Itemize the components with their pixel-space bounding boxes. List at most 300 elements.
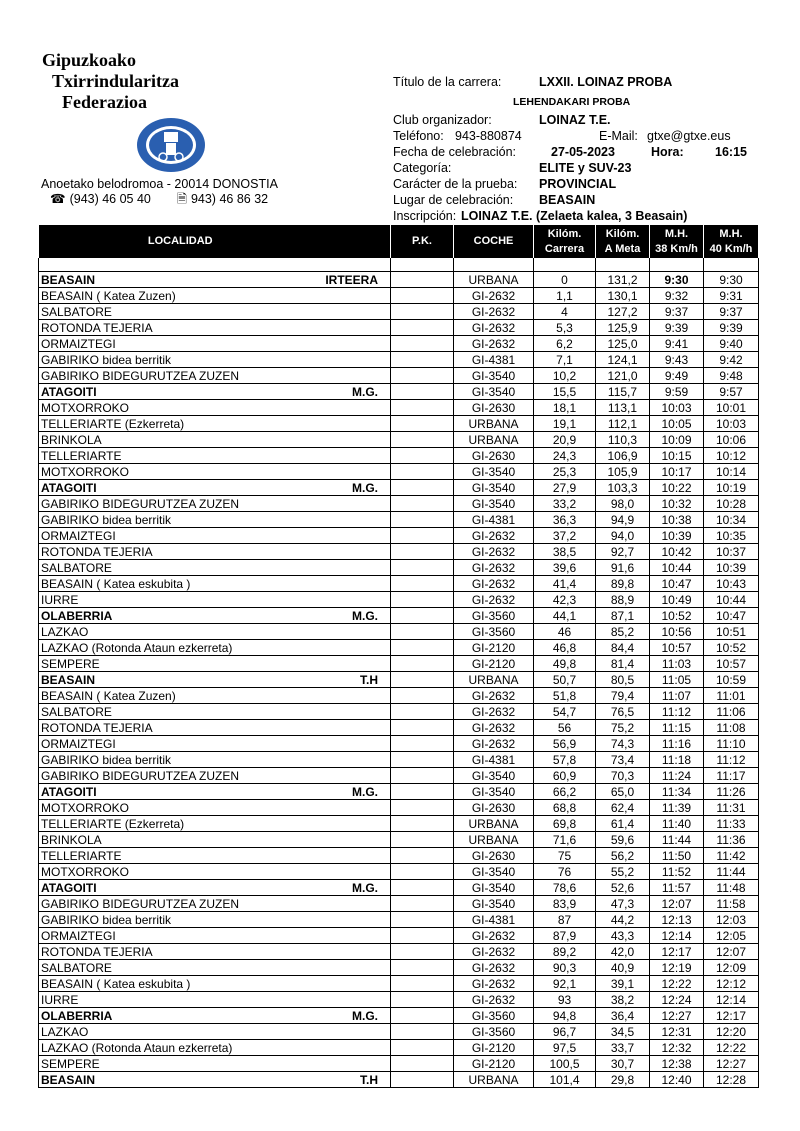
table-row bbox=[39, 1056, 759, 1072]
km-carrera-cell: 19,1 bbox=[534, 416, 596, 432]
location-cell: GABIRIKO BIDEGURUTZEA ZUZEN bbox=[39, 496, 309, 512]
pk-cell bbox=[391, 752, 454, 768]
spacer-cell bbox=[704, 258, 759, 272]
time-40-cell: 9:37 bbox=[704, 304, 759, 320]
pk-cell bbox=[391, 912, 454, 928]
km-meta-cell: 94,0 bbox=[596, 528, 650, 544]
location-cell: BRINKOLA bbox=[39, 432, 309, 448]
location-cell: BRINKOLA bbox=[39, 832, 309, 848]
table-row bbox=[39, 304, 759, 320]
time-40-cell: 10:39 bbox=[704, 560, 759, 576]
location-cell: ORMAIZTEGI bbox=[39, 528, 309, 544]
marker-cell: IRTEERA bbox=[309, 272, 391, 288]
club-email: gtxe@gtxe.eus bbox=[647, 129, 731, 143]
marker-cell bbox=[309, 992, 391, 1008]
marker-cell bbox=[309, 1056, 391, 1072]
time-40-cell: 10:14 bbox=[704, 464, 759, 480]
spacer-row bbox=[39, 258, 759, 272]
marker-cell bbox=[309, 544, 391, 560]
road-cell: GI-3540 bbox=[454, 384, 534, 400]
km-meta-cell: 103,3 bbox=[596, 480, 650, 496]
road-cell: GI-3560 bbox=[454, 608, 534, 624]
marker-cell bbox=[309, 512, 391, 528]
location-cell: OLABERRIA bbox=[39, 1008, 309, 1024]
location-cell: ROTONDA TEJERIA bbox=[39, 544, 309, 560]
fax-line bbox=[177, 192, 268, 207]
time-38-cell: 11:15 bbox=[650, 720, 704, 736]
table-row bbox=[39, 848, 759, 864]
time-38-cell: 12:13 bbox=[650, 912, 704, 928]
location-cell: BEASAIN bbox=[39, 672, 309, 688]
km-carrera-cell: 37,2 bbox=[534, 528, 596, 544]
time-40-cell: 9:31 bbox=[704, 288, 759, 304]
pk-cell bbox=[391, 368, 454, 384]
km-carrera-cell: 42,3 bbox=[534, 592, 596, 608]
time-40-cell: 10:51 bbox=[704, 624, 759, 640]
time-40-cell: 12:28 bbox=[704, 1072, 759, 1088]
km-meta-cell: 125,0 bbox=[596, 336, 650, 352]
marker-cell bbox=[309, 832, 391, 848]
race-title: LXXII. LOINAZ PROBA bbox=[539, 75, 673, 89]
km-carrera-cell: 25,3 bbox=[534, 464, 596, 480]
fax-number: 943) 46 86 32 bbox=[190, 192, 269, 206]
location-cell: GABIRIKO bidea berritik bbox=[39, 512, 309, 528]
time-38-cell: 11:52 bbox=[650, 864, 704, 880]
road-cell: GI-3560 bbox=[454, 1024, 534, 1040]
time-38-cell: 9:32 bbox=[650, 288, 704, 304]
location-cell: BEASAIN bbox=[39, 1072, 309, 1088]
km-meta-cell: 36,4 bbox=[596, 1008, 650, 1024]
header-pk: P.K. bbox=[391, 225, 454, 258]
location-cell: MOTXORROKO bbox=[39, 400, 309, 416]
pk-cell bbox=[391, 832, 454, 848]
pk-cell bbox=[391, 944, 454, 960]
location-cell: BEASAIN ( Katea Zuzen) bbox=[39, 288, 309, 304]
km-carrera-cell: 56,9 bbox=[534, 736, 596, 752]
km-meta-cell: 44,2 bbox=[596, 912, 650, 928]
road-cell: GI-2120 bbox=[454, 640, 534, 656]
km-carrera-cell: 83,9 bbox=[534, 896, 596, 912]
km-carrera-cell: 46 bbox=[534, 624, 596, 640]
marker-cell: M.G. bbox=[309, 608, 391, 624]
time-38-cell: 10:05 bbox=[650, 416, 704, 432]
federation-name-line3: Federazioa bbox=[62, 92, 147, 112]
marker-cell: T.H bbox=[309, 672, 391, 688]
road-cell: URBANA bbox=[454, 272, 534, 288]
marker-cell bbox=[309, 416, 391, 432]
table-row bbox=[39, 800, 759, 816]
road-cell: GI-2632 bbox=[454, 592, 534, 608]
time-40-cell: 12:03 bbox=[704, 912, 759, 928]
table-row bbox=[39, 608, 759, 624]
time-40-cell: 11:42 bbox=[704, 848, 759, 864]
km-carrera-cell: 4 bbox=[534, 304, 596, 320]
header-coche: COCHE bbox=[454, 225, 534, 258]
location-cell: TELLERIARTE (Ezkerreta) bbox=[39, 816, 309, 832]
km-carrera-cell: 46,8 bbox=[534, 640, 596, 656]
km-meta-cell: 84,4 bbox=[596, 640, 650, 656]
table-row bbox=[39, 768, 759, 784]
km-carrera-cell: 96,7 bbox=[534, 1024, 596, 1040]
km-carrera-cell: 75 bbox=[534, 848, 596, 864]
km-meta-cell: 62,4 bbox=[596, 800, 650, 816]
km-meta-cell: 52,6 bbox=[596, 880, 650, 896]
road-cell: GI-2632 bbox=[454, 736, 534, 752]
pk-cell bbox=[391, 816, 454, 832]
time-38-cell: 9:59 bbox=[650, 384, 704, 400]
marker-cell: M.G. bbox=[309, 784, 391, 800]
pk-cell bbox=[391, 592, 454, 608]
marker-cell bbox=[309, 1040, 391, 1056]
spacer-cell bbox=[534, 258, 596, 272]
time-40-cell: 12:20 bbox=[704, 1024, 759, 1040]
time-38-cell: 11:16 bbox=[650, 736, 704, 752]
marker-cell bbox=[309, 352, 391, 368]
pk-cell bbox=[391, 704, 454, 720]
road-cell: GI-4381 bbox=[454, 352, 534, 368]
pk-cell bbox=[391, 1056, 454, 1072]
time-40-cell: 10:37 bbox=[704, 544, 759, 560]
road-cell: URBANA bbox=[454, 432, 534, 448]
pk-cell bbox=[391, 608, 454, 624]
road-cell: GI-3540 bbox=[454, 880, 534, 896]
marker-cell bbox=[309, 656, 391, 672]
spacer-cell bbox=[596, 258, 650, 272]
pk-cell bbox=[391, 544, 454, 560]
km-carrera-cell: 51,8 bbox=[534, 688, 596, 704]
km-meta-cell: 55,2 bbox=[596, 864, 650, 880]
location-cell: TELLERIARTE bbox=[39, 448, 309, 464]
pk-cell bbox=[391, 768, 454, 784]
road-cell: GI-2630 bbox=[454, 448, 534, 464]
table-row bbox=[39, 1008, 759, 1024]
table-row bbox=[39, 336, 759, 352]
road-cell: GI-2120 bbox=[454, 1056, 534, 1072]
km-carrera-cell: 66,2 bbox=[534, 784, 596, 800]
time-38-cell: 11:50 bbox=[650, 848, 704, 864]
km-meta-cell: 65,0 bbox=[596, 784, 650, 800]
km-meta-cell: 88,9 bbox=[596, 592, 650, 608]
pk-cell bbox=[391, 272, 454, 288]
pk-cell bbox=[391, 400, 454, 416]
location-cell: ATAGOITI bbox=[39, 384, 309, 400]
spacer-cell bbox=[650, 258, 704, 272]
race-subtitle: LEHENDAKARI PROBA bbox=[513, 96, 631, 108]
marker-cell bbox=[309, 816, 391, 832]
km-meta-cell: 38,2 bbox=[596, 992, 650, 1008]
time-40-cell: 11:44 bbox=[704, 864, 759, 880]
marker-cell bbox=[309, 448, 391, 464]
location-cell: GABIRIKO bidea berritik bbox=[39, 912, 309, 928]
location-cell: SALBATORE bbox=[39, 560, 309, 576]
road-cell: GI-4381 bbox=[454, 752, 534, 768]
time-38-cell: 11:57 bbox=[650, 880, 704, 896]
road-cell: GI-3540 bbox=[454, 784, 534, 800]
time-40-cell: 10:57 bbox=[704, 656, 759, 672]
pk-cell bbox=[391, 976, 454, 992]
km-carrera-cell: 87,9 bbox=[534, 928, 596, 944]
time-38-cell: 9:39 bbox=[650, 320, 704, 336]
time-38-cell: 11:05 bbox=[650, 672, 704, 688]
header-mh38 bbox=[650, 225, 704, 258]
table-row bbox=[39, 528, 759, 544]
club-name: LOINAZ T.E. bbox=[539, 113, 611, 127]
location-cell: IURRE bbox=[39, 592, 309, 608]
time-38-cell: 12:17 bbox=[650, 944, 704, 960]
location-cell: OLABERRIA bbox=[39, 608, 309, 624]
km-carrera-cell: 71,6 bbox=[534, 832, 596, 848]
road-cell: GI-3540 bbox=[454, 368, 534, 384]
marker-cell bbox=[309, 640, 391, 656]
pk-cell bbox=[391, 960, 454, 976]
time-40-cell: 11:10 bbox=[704, 736, 759, 752]
marker-cell bbox=[309, 304, 391, 320]
km-meta-cell: 39,1 bbox=[596, 976, 650, 992]
header-localidad: LOCALIDAD bbox=[39, 225, 391, 258]
time-38-cell: 11:34 bbox=[650, 784, 704, 800]
time-38-cell: 9:30 bbox=[650, 272, 704, 288]
location-cell: LAZKAO bbox=[39, 624, 309, 640]
time-40-cell: 10:19 bbox=[704, 480, 759, 496]
time-40-cell: 9:57 bbox=[704, 384, 759, 400]
location-cell: ATAGOITI bbox=[39, 784, 309, 800]
spacer-cell bbox=[391, 258, 454, 272]
km-meta-cell: 30,7 bbox=[596, 1056, 650, 1072]
table-row bbox=[39, 352, 759, 368]
table-row bbox=[39, 736, 759, 752]
road-cell: GI-2632 bbox=[454, 576, 534, 592]
marker-cell bbox=[309, 912, 391, 928]
km-meta-cell: 98,0 bbox=[596, 496, 650, 512]
marker-cell bbox=[309, 1024, 391, 1040]
time-38-cell: 12:14 bbox=[650, 928, 704, 944]
time-38-cell: 11:40 bbox=[650, 816, 704, 832]
table-row bbox=[39, 672, 759, 688]
time-38-cell: 10:49 bbox=[650, 592, 704, 608]
marker-cell bbox=[309, 336, 391, 352]
road-cell: URBANA bbox=[454, 672, 534, 688]
header-km-meta bbox=[596, 225, 650, 258]
marker-cell: M.G. bbox=[309, 880, 391, 896]
character-label: Carácter de la prueba: bbox=[393, 177, 518, 191]
km-meta-cell: 113,1 bbox=[596, 400, 650, 416]
time-38-cell: 11:12 bbox=[650, 704, 704, 720]
email-label: E-Mail: bbox=[599, 129, 638, 143]
time-38-cell: 11:03 bbox=[650, 656, 704, 672]
km-meta-cell: 106,9 bbox=[596, 448, 650, 464]
road-cell: GI-3540 bbox=[454, 896, 534, 912]
table-row bbox=[39, 480, 759, 496]
time-38-cell: 12:38 bbox=[650, 1056, 704, 1072]
fax-icon: 🗎 bbox=[176, 192, 187, 206]
table-row bbox=[39, 416, 759, 432]
pk-cell bbox=[391, 496, 454, 512]
time-40-cell: 11:17 bbox=[704, 768, 759, 784]
time-38-cell: 10:57 bbox=[650, 640, 704, 656]
location-cell: BEASAIN ( Katea Zuzen) bbox=[39, 688, 309, 704]
marker-cell bbox=[309, 464, 391, 480]
pk-cell bbox=[391, 528, 454, 544]
table-row bbox=[39, 864, 759, 880]
location-cell: ORMAIZTEGI bbox=[39, 336, 309, 352]
table-row bbox=[39, 912, 759, 928]
km-meta-cell: 91,6 bbox=[596, 560, 650, 576]
marker-cell bbox=[309, 864, 391, 880]
km-meta-cell: 121,0 bbox=[596, 368, 650, 384]
km-carrera-cell: 89,2 bbox=[534, 944, 596, 960]
date-label: Fecha de celebración: bbox=[393, 145, 516, 159]
table-row bbox=[39, 1040, 759, 1056]
pk-cell bbox=[391, 720, 454, 736]
time-38-cell: 10:32 bbox=[650, 496, 704, 512]
table-row bbox=[39, 896, 759, 912]
road-cell: GI-2632 bbox=[454, 944, 534, 960]
road-cell: GI-3540 bbox=[454, 480, 534, 496]
km-meta-cell: 94,9 bbox=[596, 512, 650, 528]
pk-cell bbox=[391, 736, 454, 752]
table-row bbox=[39, 928, 759, 944]
time-38-cell: 10:52 bbox=[650, 608, 704, 624]
time-38-cell: 10:09 bbox=[650, 432, 704, 448]
location-cell: MOTXORROKO bbox=[39, 864, 309, 880]
club-phone: 943-880874 bbox=[455, 129, 522, 143]
phone-icon: ☎ bbox=[50, 192, 66, 206]
road-cell: GI-3540 bbox=[454, 464, 534, 480]
pk-cell bbox=[391, 576, 454, 592]
location-cell: ROTONDA TEJERIA bbox=[39, 720, 309, 736]
pk-cell bbox=[391, 464, 454, 480]
time-38-cell: 10:44 bbox=[650, 560, 704, 576]
time-40-cell: 10:34 bbox=[704, 512, 759, 528]
marker-cell bbox=[309, 720, 391, 736]
location-cell: SALBATORE bbox=[39, 304, 309, 320]
location-cell: ATAGOITI bbox=[39, 480, 309, 496]
table-row bbox=[39, 624, 759, 640]
pk-cell bbox=[391, 864, 454, 880]
header-km-carrera-line1: Kilóm. bbox=[547, 227, 582, 240]
km-meta-cell: 70,3 bbox=[596, 768, 650, 784]
marker-cell bbox=[309, 928, 391, 944]
time-40-cell: 10:43 bbox=[704, 576, 759, 592]
km-meta-cell: 43,3 bbox=[596, 928, 650, 944]
table-row bbox=[39, 320, 759, 336]
header-km-meta-line1: Kilóm. bbox=[605, 227, 640, 240]
km-carrera-cell: 92,1 bbox=[534, 976, 596, 992]
km-carrera-cell: 101,4 bbox=[534, 1072, 596, 1088]
spacer-cell bbox=[454, 258, 534, 272]
km-carrera-cell: 93 bbox=[534, 992, 596, 1008]
location-cell: ORMAIZTEGI bbox=[39, 928, 309, 944]
km-carrera-cell: 60,9 bbox=[534, 768, 596, 784]
marker-cell bbox=[309, 896, 391, 912]
table-row bbox=[39, 464, 759, 480]
time-38-cell: 10:42 bbox=[650, 544, 704, 560]
table-row bbox=[39, 816, 759, 832]
km-meta-cell: 73,4 bbox=[596, 752, 650, 768]
km-meta-cell: 80,5 bbox=[596, 672, 650, 688]
km-meta-cell: 56,2 bbox=[596, 848, 650, 864]
marker-cell bbox=[309, 576, 391, 592]
place-label: Lugar de celebración: bbox=[393, 193, 514, 207]
road-cell: GI-2630 bbox=[454, 800, 534, 816]
itinerary-table bbox=[38, 225, 759, 1088]
marker-cell: T.H bbox=[309, 1072, 391, 1088]
road-cell: GI-2632 bbox=[454, 976, 534, 992]
pk-cell bbox=[391, 880, 454, 896]
road-cell: GI-3560 bbox=[454, 624, 534, 640]
marker-cell: M.G. bbox=[309, 1008, 391, 1024]
title-label: Título de la carrera: bbox=[393, 75, 502, 89]
marker-cell bbox=[309, 704, 391, 720]
marker-cell bbox=[309, 752, 391, 768]
km-carrera-cell: 78,6 bbox=[534, 880, 596, 896]
time-38-cell: 12:07 bbox=[650, 896, 704, 912]
time-40-cell: 10:44 bbox=[704, 592, 759, 608]
location-cell: SEMPERE bbox=[39, 1056, 309, 1072]
time-40-cell: 11:33 bbox=[704, 816, 759, 832]
road-cell: GI-2632 bbox=[454, 928, 534, 944]
table-row bbox=[39, 1024, 759, 1040]
marker-cell bbox=[309, 768, 391, 784]
table-row bbox=[39, 576, 759, 592]
pk-cell bbox=[391, 416, 454, 432]
marker-cell bbox=[309, 400, 391, 416]
km-carrera-cell: 15,5 bbox=[534, 384, 596, 400]
time-38-cell: 10:15 bbox=[650, 448, 704, 464]
km-carrera-cell: 20,9 bbox=[534, 432, 596, 448]
time-38-cell: 9:41 bbox=[650, 336, 704, 352]
category-label: Categoría: bbox=[393, 161, 452, 175]
time-40-cell: 12:07 bbox=[704, 944, 759, 960]
table-row bbox=[39, 656, 759, 672]
race-character: PROVINCIAL bbox=[539, 177, 617, 191]
pk-cell bbox=[391, 1040, 454, 1056]
time-38-cell: 10:56 bbox=[650, 624, 704, 640]
km-meta-cell: 40,9 bbox=[596, 960, 650, 976]
time-38-cell: 10:47 bbox=[650, 576, 704, 592]
time-38-cell: 11:44 bbox=[650, 832, 704, 848]
road-cell: URBANA bbox=[454, 832, 534, 848]
km-meta-cell: 74,3 bbox=[596, 736, 650, 752]
pk-cell bbox=[391, 800, 454, 816]
km-carrera-cell: 39,6 bbox=[534, 560, 596, 576]
location-cell: SALBATORE bbox=[39, 960, 309, 976]
time-38-cell: 12:32 bbox=[650, 1040, 704, 1056]
table-row bbox=[39, 448, 759, 464]
marker-cell bbox=[309, 944, 391, 960]
km-meta-cell: 47,3 bbox=[596, 896, 650, 912]
road-cell: GI-2632 bbox=[454, 560, 534, 576]
phone-number: (943) 46 05 40 bbox=[69, 192, 151, 206]
spacer-cell bbox=[39, 258, 309, 272]
km-carrera-cell: 87 bbox=[534, 912, 596, 928]
federation-address: Anoetako belodromoa - 20014 DONOSTIA bbox=[41, 177, 278, 191]
road-cell: GI-4381 bbox=[454, 512, 534, 528]
pk-cell bbox=[391, 336, 454, 352]
table-row bbox=[39, 688, 759, 704]
time-40-cell: 11:12 bbox=[704, 752, 759, 768]
table-row bbox=[39, 944, 759, 960]
table-row bbox=[39, 752, 759, 768]
marker-cell bbox=[309, 736, 391, 752]
time-38-cell: 12:31 bbox=[650, 1024, 704, 1040]
hour-label: Hora: bbox=[651, 145, 684, 159]
road-cell: GI-2120 bbox=[454, 1040, 534, 1056]
time-40-cell: 12:05 bbox=[704, 928, 759, 944]
time-38-cell: 11:39 bbox=[650, 800, 704, 816]
km-meta-cell: 34,5 bbox=[596, 1024, 650, 1040]
location-cell: ROTONDA TEJERIA bbox=[39, 944, 309, 960]
